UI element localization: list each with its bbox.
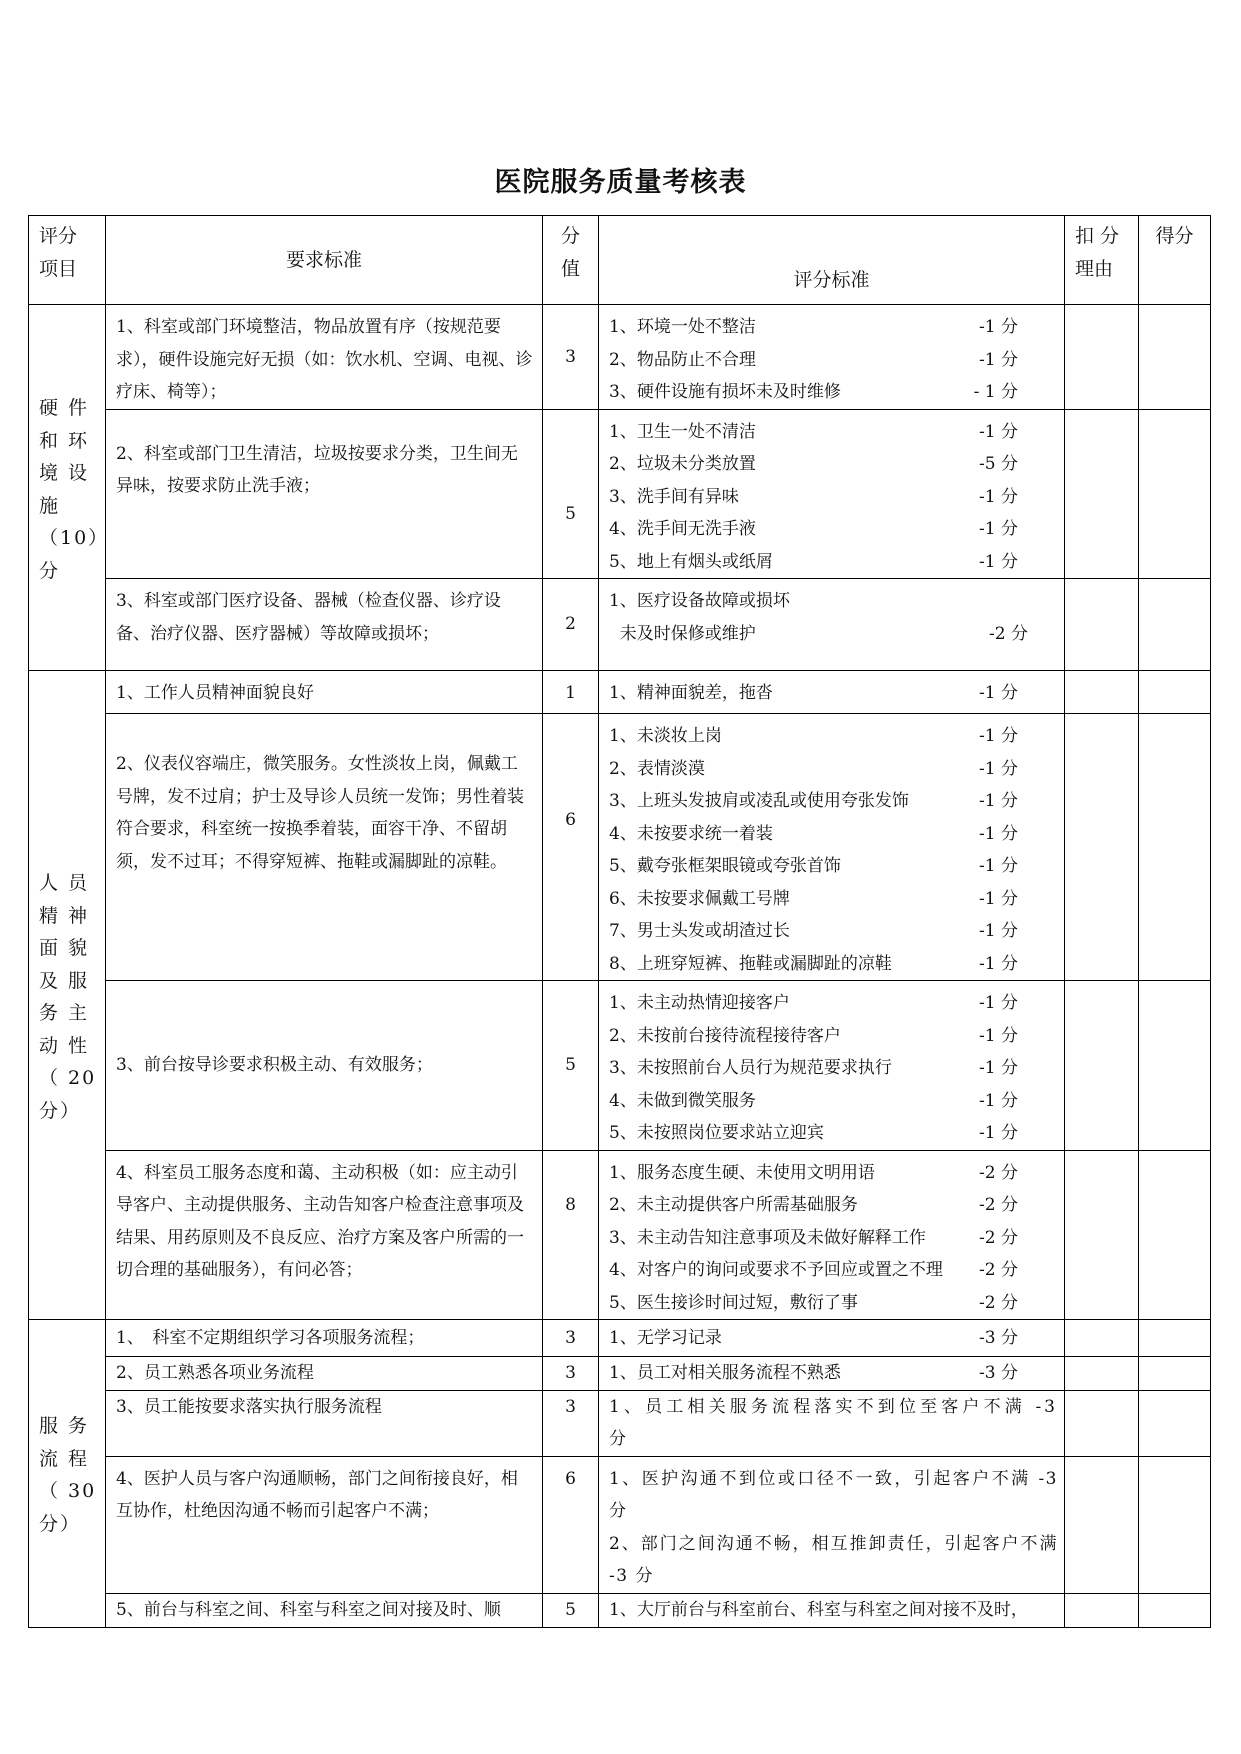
table-row <box>29 981 1211 1151</box>
requirement-cell: 1、工作人员精神面貌良好 <box>106 671 543 714</box>
score-cell[interactable] <box>1139 1593 1211 1627</box>
value-cell: 1 <box>543 671 599 714</box>
category-personnel: 人 员 精 神 面 貌 及 服 务 主 动 性 （ 20 分） <box>29 671 106 1320</box>
header-reason: 扣 分 理由 <box>1065 216 1139 305</box>
score-cell[interactable] <box>1139 305 1211 410</box>
requirement-cell: 1、科室或部门环境整洁，物品放置有序（按规范要求），硬件设施完好无损（如：饮水机、空调、电视、诊疗床、椅等）； <box>106 305 543 410</box>
reason-cell[interactable] <box>1065 981 1139 1151</box>
reason-cell[interactable] <box>1065 409 1139 579</box>
requirement-cell: 2、员工熟悉各项业务流程 <box>106 1357 543 1391</box>
value-cell: 6 <box>543 714 599 981</box>
standard-cell: 1、未主动热情迎接客户 -1 分 2、未按前台接待流程接待客户 -1 分 3、未按照前台人员行为规范要求执行 -1 分 4、未做到微笑服务 -1 分 5、未按照岗位要求站立迎宾 -1 分 <box>599 981 1065 1151</box>
reason-cell[interactable] <box>1065 305 1139 410</box>
header-standard: 评分标准 <box>599 216 1065 305</box>
reason-cell[interactable] <box>1065 1357 1139 1391</box>
standard-cell: 1、服务态度生硬、未使用文明用语 -2 分 2、未主动提供客户所需基础服务 -2 分 3、未主动告知注意事项及未做好解释工作 -2 分 4、对客户的询问或要求不予回应或置之不理 -2 分 5、医生接诊时间过短，敷衍了事 -2 分 <box>599 1150 1065 1320</box>
score-cell[interactable] <box>1139 981 1211 1151</box>
table-row <box>29 1320 1211 1357</box>
value-cell: 5 <box>543 1593 599 1627</box>
reason-cell[interactable] <box>1065 1150 1139 1320</box>
standard-cell: 1、医护沟通不到位或口径不一致，引起客户不满 -3 分 2、部门之间沟通不畅，相互推卸责任，引起客户不满 -3 分 <box>599 1456 1065 1593</box>
value-cell: 5 <box>543 409 599 579</box>
requirement-cell: 3、科室或部门医疗设备、器械（检查仪器、诊疗设备、治疗仪器、医疗器械）等故障或损坏； <box>106 579 543 671</box>
value-cell: 3 <box>543 1357 599 1391</box>
page-title: 医院服务质量考核表 <box>494 167 747 198</box>
requirement-cell: 4、科室员工服务态度和蔼、主动积极（如：应主动引导客户、主动提供服务、主动告知客户检查注意事项及结果、用药原则及不良反应、治疗方案及客户所需的一切合理的基础服务），有问必答； <box>106 1150 543 1320</box>
table-row <box>29 1357 1211 1391</box>
score-cell[interactable] <box>1139 579 1211 671</box>
table-row <box>29 1456 1211 1593</box>
standard-cell: 1、未淡妆上岗 -1 分 2、表情淡漠 -1 分 3、上班头发披肩或凌乱或使用夸张发饰 -1 分 4、未按要求统一着装 -1 分 5、戴夸张框架眼镜或夸张首饰 -1 分 6、未按要求佩戴工号牌 -1 分 7、男士头发或胡渣过长 -1 分 8、上班穿短裤、拖鞋或漏脚趾的凉鞋 -1 分 <box>599 714 1065 981</box>
standard-cell: 1、员工对相关服务流程不熟悉 -3 分 <box>599 1357 1065 1391</box>
standard-cell: 1、大厅前台与科室前台、科室与科室之间对接不及时， <box>599 1593 1065 1627</box>
reason-cell[interactable] <box>1065 1456 1139 1593</box>
score-cell[interactable] <box>1139 671 1211 714</box>
score-cell[interactable] <box>1139 1456 1211 1593</box>
requirement-cell: 4、医护人员与客户沟通顺畅，部门之间衔接良好，相互协作，杜绝因沟通不畅而引起客户不满； <box>106 1456 543 1593</box>
header-score: 得分 <box>1139 216 1211 305</box>
score-cell[interactable] <box>1139 1390 1211 1456</box>
requirement-cell: 3、员工能按要求落实执行服务流程 <box>106 1390 543 1456</box>
reason-cell[interactable] <box>1065 579 1139 671</box>
table-row <box>29 409 1211 579</box>
standard-cell: 1、精神面貌差，拖沓 -1 分 <box>599 671 1065 714</box>
requirement-cell: 5、前台与科室之间、科室与科室之间对接及时、顺 <box>106 1593 543 1627</box>
table-header-row <box>29 216 1211 305</box>
assessment-table <box>28 215 1211 1628</box>
score-cell[interactable] <box>1139 1320 1211 1357</box>
reason-cell[interactable] <box>1065 1390 1139 1456</box>
score-cell[interactable] <box>1139 714 1211 981</box>
value-cell: 5 <box>543 981 599 1151</box>
table-row <box>29 671 1211 714</box>
standard-cell: 1、无学习记录 -3 分 <box>599 1320 1065 1357</box>
requirement-cell: 2、仪表仪容端庄，微笑服务。女性淡妆上岗，佩戴工号牌，发不过肩；护士及导诊人员统一发饰；男性着装符合要求，科室统一按换季着装，面容干净、不留胡须，发不过耳；不得穿短裤、拖鞋或漏脚趾的凉鞋。 <box>106 714 543 981</box>
requirement-cell: 3、前台按导诊要求积极主动、有效服务； <box>106 981 543 1151</box>
table-row <box>29 1150 1211 1320</box>
requirement-cell: 1、 科室不定期组织学习各项服务流程； <box>106 1320 543 1357</box>
standard-cell: 1、医疗设备故障或损坏 未及时保修或维护 -2 分 <box>599 579 1065 671</box>
header-requirement: 要求标准 <box>106 216 543 305</box>
header-item: 评分 项目 <box>29 216 106 305</box>
value-cell: 3 <box>543 305 599 410</box>
reason-cell[interactable] <box>1065 714 1139 981</box>
reason-cell[interactable] <box>1065 671 1139 714</box>
reason-cell[interactable] <box>1065 1320 1139 1357</box>
value-cell: 6 <box>543 1456 599 1593</box>
value-cell: 3 <box>543 1390 599 1456</box>
table-row <box>29 305 1211 410</box>
value-cell: 2 <box>543 579 599 671</box>
standard-cell: 1、员工相关服务流程落实不到位至客户不满 -3 分 <box>599 1390 1065 1456</box>
score-cell[interactable] <box>1139 409 1211 579</box>
requirement-cell: 2、科室或部门卫生清洁，垃圾按要求分类，卫生间无异味，按要求防止洗手液； <box>106 409 543 579</box>
score-cell[interactable] <box>1139 1357 1211 1391</box>
value-cell: 8 <box>543 1150 599 1320</box>
table-row <box>29 579 1211 671</box>
value-cell: 3 <box>543 1320 599 1357</box>
standard-cell: 1、环境一处不整洁 -1 分 2、物品防止不合理 -1 分 3、硬件设施有损坏未及时维修 - 1 分 <box>599 305 1065 410</box>
reason-cell[interactable] <box>1065 1593 1139 1627</box>
table-row <box>29 714 1211 981</box>
category-process: 服 务 流 程 （ 30 分） <box>29 1320 106 1628</box>
standard-cell: 1、卫生一处不清洁 -1 分 2、垃圾未分类放置 -5 分 3、洗手间有异味 -1 分 4、洗手间无洗手液 -1 分 5、地上有烟头或纸屑 -1 分 <box>599 409 1065 579</box>
header-value: 分 值 <box>543 216 599 305</box>
score-cell[interactable] <box>1139 1150 1211 1320</box>
table-row <box>29 1593 1211 1627</box>
table-row <box>29 1390 1211 1456</box>
category-hardware: 硬 件 和 环 境 设 施 （10） 分 <box>29 305 106 671</box>
